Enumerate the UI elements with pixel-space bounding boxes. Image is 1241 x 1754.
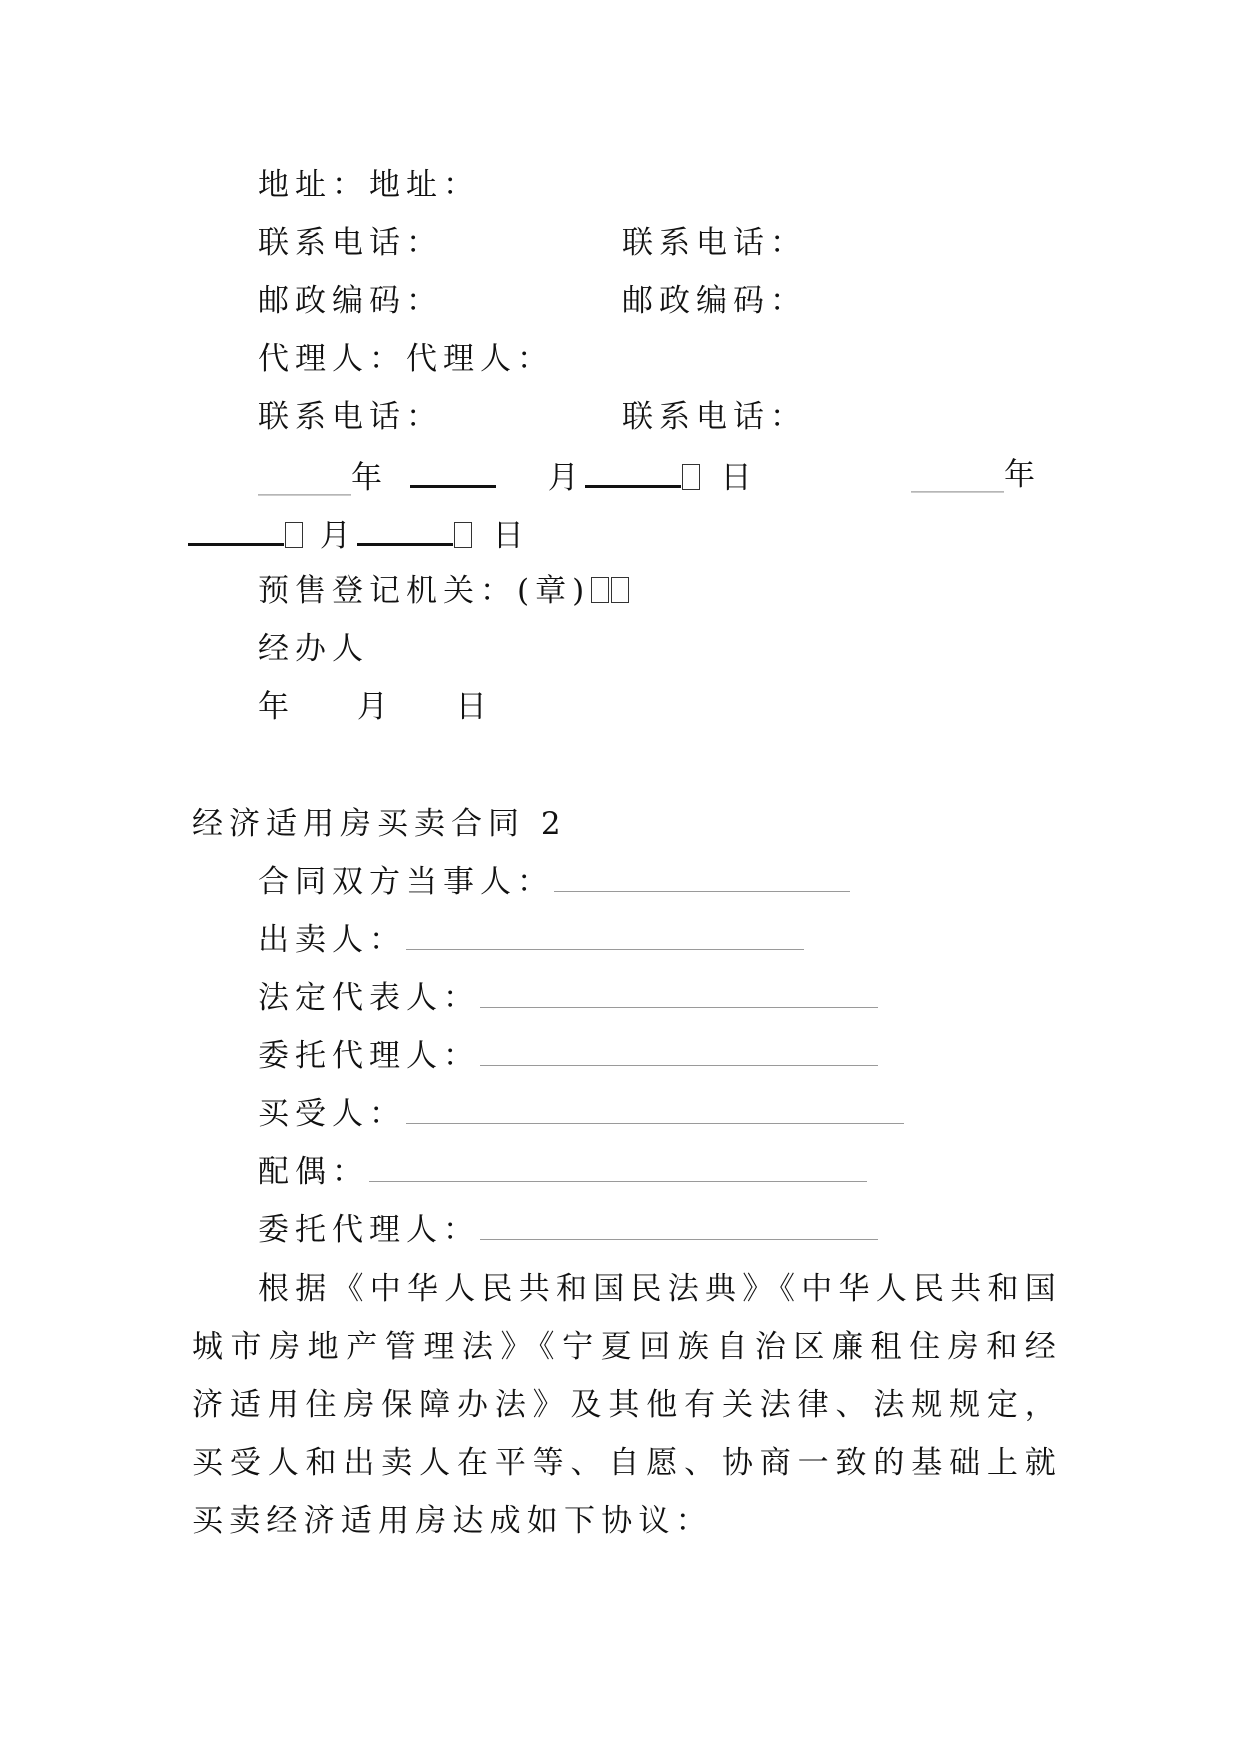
handler-label: 经办人 bbox=[258, 631, 369, 667]
seller-agent-blank bbox=[480, 1039, 878, 1066]
missing-glyph-box bbox=[611, 577, 629, 603]
seller-agent-label: 委托代理人： bbox=[258, 1038, 480, 1074]
spouse-blank bbox=[369, 1155, 867, 1182]
day-blank bbox=[585, 455, 681, 488]
registration-line bbox=[258, 571, 630, 611]
reg-day: 日 bbox=[455, 689, 493, 725]
month-blank-2 bbox=[188, 513, 284, 546]
legal-rep-label: 法定代表人： bbox=[258, 980, 480, 1016]
contract-body-paragraph: 根据《中华人民共和国民法典》《中华人民共和国城市房地产管理法》《宁夏回族自治区廉租住房和经济适用住房保障办法》及其他有关法律、法规规定，买受人和出卖人在平等、自愿、协商一致的基础上就买卖经济适用房达成如下协议： bbox=[192, 1271, 1062, 1539]
seller-line bbox=[258, 920, 804, 960]
address-label: 地址：地址： bbox=[258, 167, 480, 203]
buyer-agent-blank bbox=[480, 1213, 878, 1240]
buyer-agent-line bbox=[258, 1210, 878, 1250]
year-blank: ______ bbox=[258, 460, 351, 496]
spouse-label: 配偶： bbox=[258, 1154, 369, 1190]
legal-rep-blank bbox=[480, 981, 878, 1008]
missing-glyph-box bbox=[285, 522, 303, 548]
registration-label: 预售登记机关：(章) bbox=[258, 573, 591, 609]
parties-label: 合同双方当事人： bbox=[258, 864, 554, 900]
date-row-2 bbox=[188, 513, 530, 556]
missing-glyph-box bbox=[454, 522, 472, 548]
spouse-line bbox=[258, 1152, 867, 1192]
day-blank-2 bbox=[357, 513, 453, 546]
buyer-agent-label: 委托代理人： bbox=[258, 1212, 480, 1248]
missing-glyph-box bbox=[682, 464, 700, 490]
year-label: 年 bbox=[351, 460, 388, 496]
seller-blank bbox=[406, 923, 804, 950]
buyer-blank bbox=[406, 1097, 904, 1124]
day-label-2: 日 bbox=[492, 518, 530, 554]
seller-agent-line bbox=[258, 1036, 878, 1076]
day-label: 日 bbox=[720, 460, 758, 496]
year-label-right: 年 bbox=[1004, 457, 1041, 493]
parties-blank bbox=[554, 865, 850, 892]
reg-year: 年 bbox=[258, 689, 295, 725]
missing-glyph-box bbox=[591, 577, 609, 603]
postcode-label-right: 邮政编码： bbox=[622, 283, 807, 319]
parties-line bbox=[258, 862, 850, 902]
agent-phone-label-left: 联系电话： bbox=[258, 399, 443, 435]
buyer-line bbox=[258, 1094, 904, 1134]
phone-label-right: 联系电话： bbox=[622, 225, 807, 261]
month-label: 月 bbox=[547, 460, 585, 496]
contract-title: 经济适用房买卖合同 2 bbox=[192, 806, 567, 842]
phone-label-left: 联系电话： bbox=[258, 225, 443, 261]
seller-label: 出卖人： bbox=[258, 922, 406, 958]
date-row-1-right bbox=[911, 455, 1041, 495]
date-row-1 bbox=[258, 455, 758, 498]
reg-month: 月 bbox=[356, 689, 394, 725]
month-label-2: 月 bbox=[319, 518, 357, 554]
postcode-label-left: 邮政编码： bbox=[258, 283, 443, 319]
agent-label: 代理人：代理人： bbox=[258, 341, 554, 377]
legal-rep-line bbox=[258, 978, 878, 1018]
year-blank-right: ______ bbox=[911, 457, 1004, 493]
month-blank bbox=[410, 455, 496, 488]
buyer-label: 买受人： bbox=[258, 1096, 406, 1132]
reg-date-line bbox=[258, 687, 493, 727]
agent-phone-label-right: 联系电话： bbox=[622, 399, 807, 435]
